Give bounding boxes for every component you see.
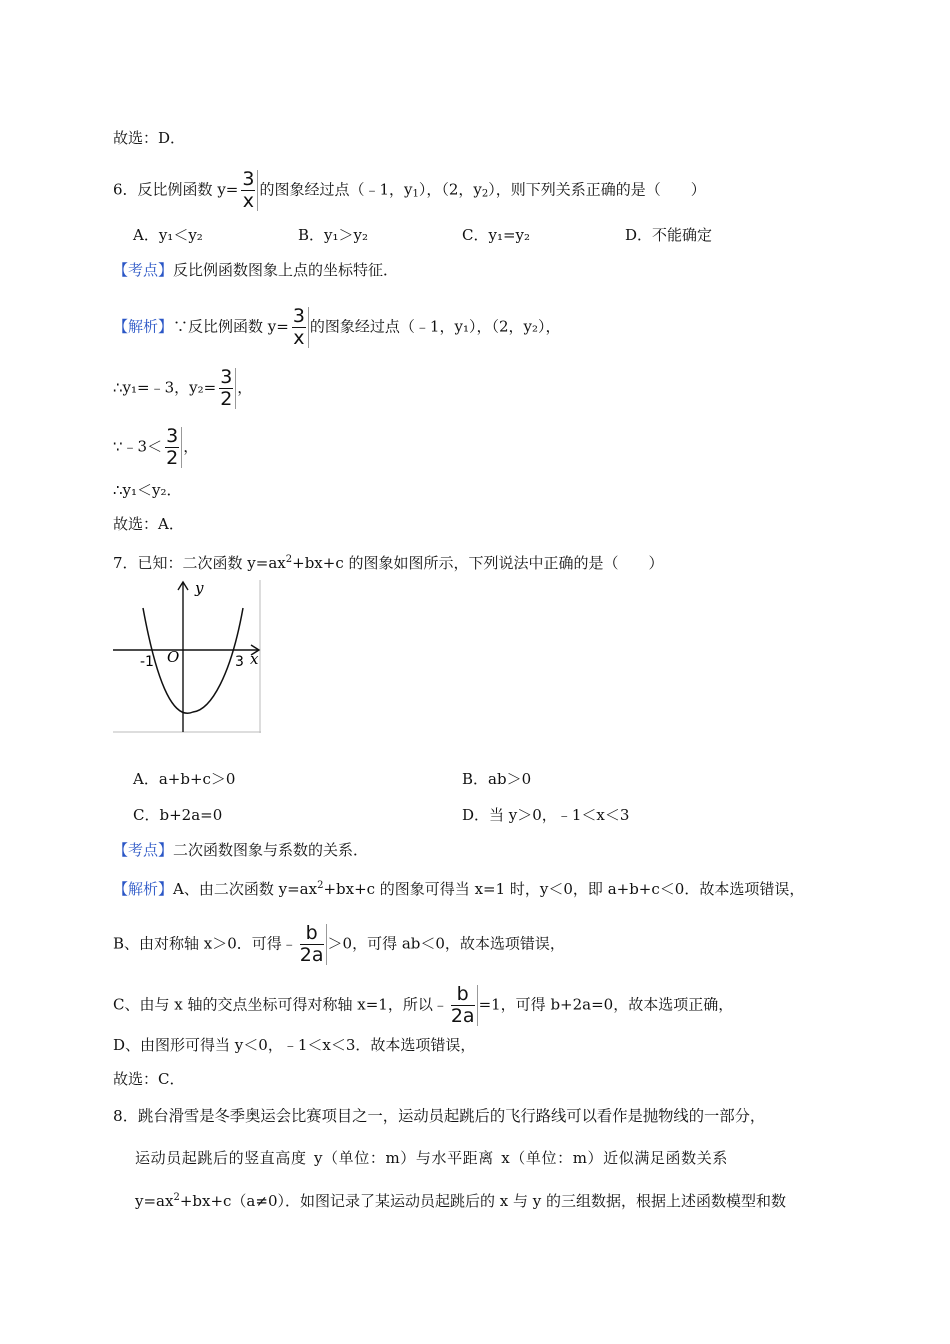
kaodian-tag: 【考点】	[113, 841, 174, 859]
fraction-3-over-2	[217, 368, 236, 409]
parabola-graph	[113, 580, 261, 733]
jiexi-a-pre: A、由二次函数 y=ax	[173, 880, 318, 898]
jiexi-post: 的图象经过点（﹣1，y₁），（2，y₂），	[309, 317, 561, 336]
graph-label-three: 3	[235, 654, 244, 670]
fraction-numerator: 3	[220, 366, 233, 388]
q7-stem-pre: 7．已知：二次函数 y=ax	[113, 554, 286, 572]
fraction-denominator: 2a	[450, 1005, 475, 1027]
subscript: 2	[481, 188, 489, 200]
graph-label-x: x	[250, 650, 259, 668]
q6-option-d: D．不能确定	[625, 226, 713, 244]
q6-step2	[113, 427, 198, 468]
jiexi-pre: ∵反比例函数 y=	[173, 317, 289, 336]
jiexi-c-pre: C、由与 x 轴的交点坐标可得对称轴 x=1，所以﹣	[113, 995, 448, 1014]
q7-answer: 故选：C．	[113, 1070, 185, 1088]
answer-line: 故选：D．	[113, 129, 186, 147]
superscript: 2	[173, 1192, 180, 1203]
q6-jiexi	[113, 307, 561, 348]
q6-step1	[113, 368, 252, 409]
q7-option-b: B．ab＞0	[462, 770, 532, 788]
q6-kaodian	[113, 260, 398, 280]
q6-answer: 故选：A．	[113, 515, 184, 533]
q7-option-c: C．b+2a=0	[133, 806, 223, 824]
graph-label-y: y	[195, 580, 204, 597]
fraction-numerator: 3	[242, 168, 255, 190]
graph-label-origin: O	[167, 648, 180, 666]
q7-stem-post: +bx+c 的图象如图所示，下列说法中正确的是（ ）	[292, 554, 664, 572]
q8-line2: 运动员起跳后的竖直高度 y（单位：m）与水平距离 x（单位：m）近似满足函数关系	[135, 1149, 728, 1167]
q6-option-a: A．y₁＜y₂	[133, 226, 203, 244]
q7-jiexi-c	[113, 985, 733, 1026]
fraction-numerator: 3	[166, 425, 179, 447]
fraction-denominator: x	[242, 190, 255, 212]
fraction-b-over-2a	[449, 985, 478, 1026]
q6-stem-post2: ），（2，y	[418, 180, 482, 199]
fraction-denominator: 2a	[299, 944, 324, 966]
q6-number: 6．	[113, 180, 138, 199]
jiexi-b-post: ＞0，可得 ab＜0，故本选项错误，	[327, 934, 565, 953]
q8-line3	[135, 1188, 786, 1211]
q7-option-a: A．a+b+c＞0	[133, 770, 236, 788]
superscript: 2	[285, 554, 293, 565]
kaodian-text: 反比例函数图象上点的坐标特征．	[173, 261, 399, 279]
jiexi-c-post: =1，可得 b+2a=0，故本选项正确，	[478, 995, 734, 1014]
q7-jiexi-a	[113, 876, 804, 899]
fraction-denominator: x	[293, 327, 305, 349]
jiexi-a-post: +bx+c 的图象可得当 x=1 时，y＜0，即 a+b+c＜0．故本选项错误，	[323, 880, 805, 898]
q7-kaodian	[113, 840, 368, 860]
q7-jiexi-d: D、由图形可得当 y＜0，﹣1＜x＜3．故本选项错误，	[113, 1036, 476, 1054]
q6-stem	[113, 170, 706, 211]
kaodian-text: 二次函数图象与系数的关系．	[173, 841, 369, 859]
fraction-numerator: b	[300, 924, 324, 945]
q6-step3: ∴y₁＜y₂．	[113, 481, 182, 499]
parabola-svg	[113, 580, 261, 733]
jiexi-b-pre: B、由对称轴 x＞0．可得﹣	[113, 934, 297, 953]
superscript: 2	[317, 880, 324, 891]
graph-label-minus-one: -1	[140, 654, 154, 670]
fraction-numerator: b	[451, 985, 475, 1006]
q7-stem	[113, 550, 664, 573]
fraction-3-over-x	[290, 307, 309, 348]
q8-line3-pre: y=ax	[135, 1192, 174, 1210]
q7-option-d: D．当 y＞0，﹣1＜x＜3	[462, 806, 630, 824]
jiexi-tag: 【解析】	[113, 880, 174, 898]
fraction-denominator: 2	[220, 388, 233, 410]
subscript: 1	[412, 188, 419, 200]
q8-line3-post: +bx+c（a≠0）．如图记录了某运动员起跳后的 x 与 y 的三组数据，根据上述函数模型和数	[179, 1192, 786, 1210]
step1-pre: ∴y₁=﹣3，y₂=	[113, 378, 217, 397]
q6-option-c: C．y₁=y₂	[462, 226, 531, 244]
q6-stem-post: 的图象经过点（﹣1，y	[259, 180, 413, 199]
step1-post: ，	[237, 378, 253, 397]
kaodian-tag: 【考点】	[113, 261, 174, 279]
fraction-3-over-x	[239, 170, 258, 211]
step2-post: ，	[183, 437, 199, 456]
q8-line1: 8．跳台滑雪是冬季奥运会比赛项目之一，运动员起跳后的飞行路线可以看作是抛物线的一部分，	[113, 1107, 766, 1125]
q6-stem-pre: 反比例函数 y=	[137, 180, 239, 199]
q6-option-b: B．y₁＞y₂	[298, 226, 368, 244]
fraction-b-over-2a	[298, 924, 327, 965]
fraction-denominator: 2	[166, 447, 179, 469]
step2-pre: ∵﹣3＜	[113, 437, 163, 456]
jiexi-tag: 【解析】	[113, 317, 174, 336]
fraction-numerator: 3	[292, 305, 305, 327]
q7-jiexi-b	[113, 924, 565, 965]
fraction-3-over-2	[163, 427, 182, 468]
q6-stem-post3: ），则下列关系正确的是（ ）	[488, 180, 706, 199]
parabola-curve	[143, 608, 243, 713]
